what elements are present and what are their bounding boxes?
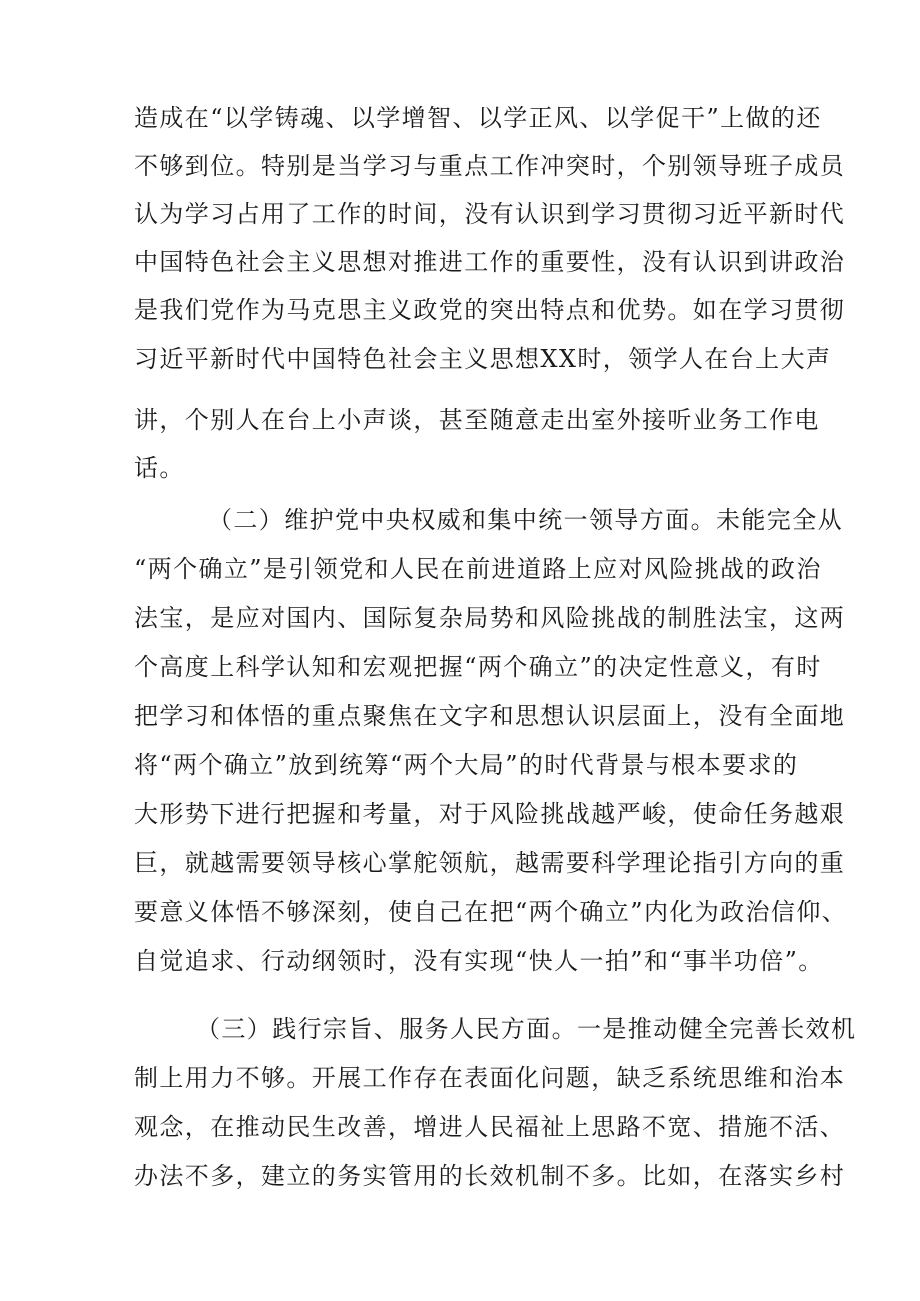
section-heading-line: （三）践行宗旨、服务人民方面。一是推动健全完善长效机 bbox=[196, 1015, 857, 1043]
body-text-line: 办法不多，建立的务实管用的长效机制不多。比如，在落实乡村 bbox=[134, 1162, 846, 1190]
body-text-line: 巨，就越需要领导核心掌舵领航，越需要科学理论指引方向的重 bbox=[134, 849, 846, 877]
section-heading-line: （二）维护党中央权威和集中统一领导方面。未能完全从 bbox=[208, 506, 843, 534]
body-text-line: 讲，个别人在台上小声谈，甚至随意走出室外接听业务工作电 bbox=[134, 406, 820, 434]
body-text-line: 认为学习占用了工作的时间，没有认识到学习贯彻习近平新时代 bbox=[134, 200, 846, 228]
body-text-line: 将“两个确立”放到统筹“两个大局”的时代背景与根本要求的 bbox=[134, 751, 799, 779]
body-text-line: 把学习和体悟的重点聚焦在文字和思想认识层面上，没有全面地 bbox=[134, 702, 846, 730]
body-text-line: 大形势下进行把握和考量，对于风险挑战越严峻，使命任务越艰 bbox=[134, 800, 846, 828]
body-text-line: 观念，在推动民生改善，增进人民福祉上思路不宽、措施不活、 bbox=[134, 1113, 846, 1141]
body-text-line: 要意义体悟不够深刻，使自己在把“两个确立”内化为政治信仰、 bbox=[134, 898, 848, 926]
body-text-line: 习近平新时代中国特色社会主义思想XX时，领学人在台上大声 bbox=[134, 345, 832, 373]
body-text-line: 造成在“以学铸魂、以学增智、以学正风、以学促干”上做的还 bbox=[134, 104, 822, 132]
body-text-line: 不够到位。特别是当学习与重点工作冲突时，个别领导班子成员 bbox=[134, 152, 846, 180]
body-text-line: 是我们党作为马克思主义政党的突出特点和优势。如在学习贯彻 bbox=[134, 296, 846, 324]
body-text-line: 法宝，是应对国内、国际复杂局势和风险挑战的制胜法宝，这两 bbox=[134, 604, 846, 632]
body-text-line: 制上用力不够。开展工作存在表面化问题，缺乏系统思维和治本 bbox=[134, 1064, 846, 1092]
body-text-line: 个高度上科学认知和宏观把握“两个确立”的决定性意义，有时 bbox=[134, 653, 822, 681]
body-text-line: “两个确立”是引领党和人民在前进道路上应对风险挑战的政治 bbox=[134, 555, 822, 583]
body-text-line: 中国特色社会主义思想对推进工作的重要性，没有认识到讲政治 bbox=[134, 248, 846, 276]
body-text-line: 自觉追求、行动纲领时，没有实现“快人一拍”和“事半功倍”。 bbox=[134, 947, 824, 975]
body-text-line: 话。 bbox=[134, 454, 185, 482]
